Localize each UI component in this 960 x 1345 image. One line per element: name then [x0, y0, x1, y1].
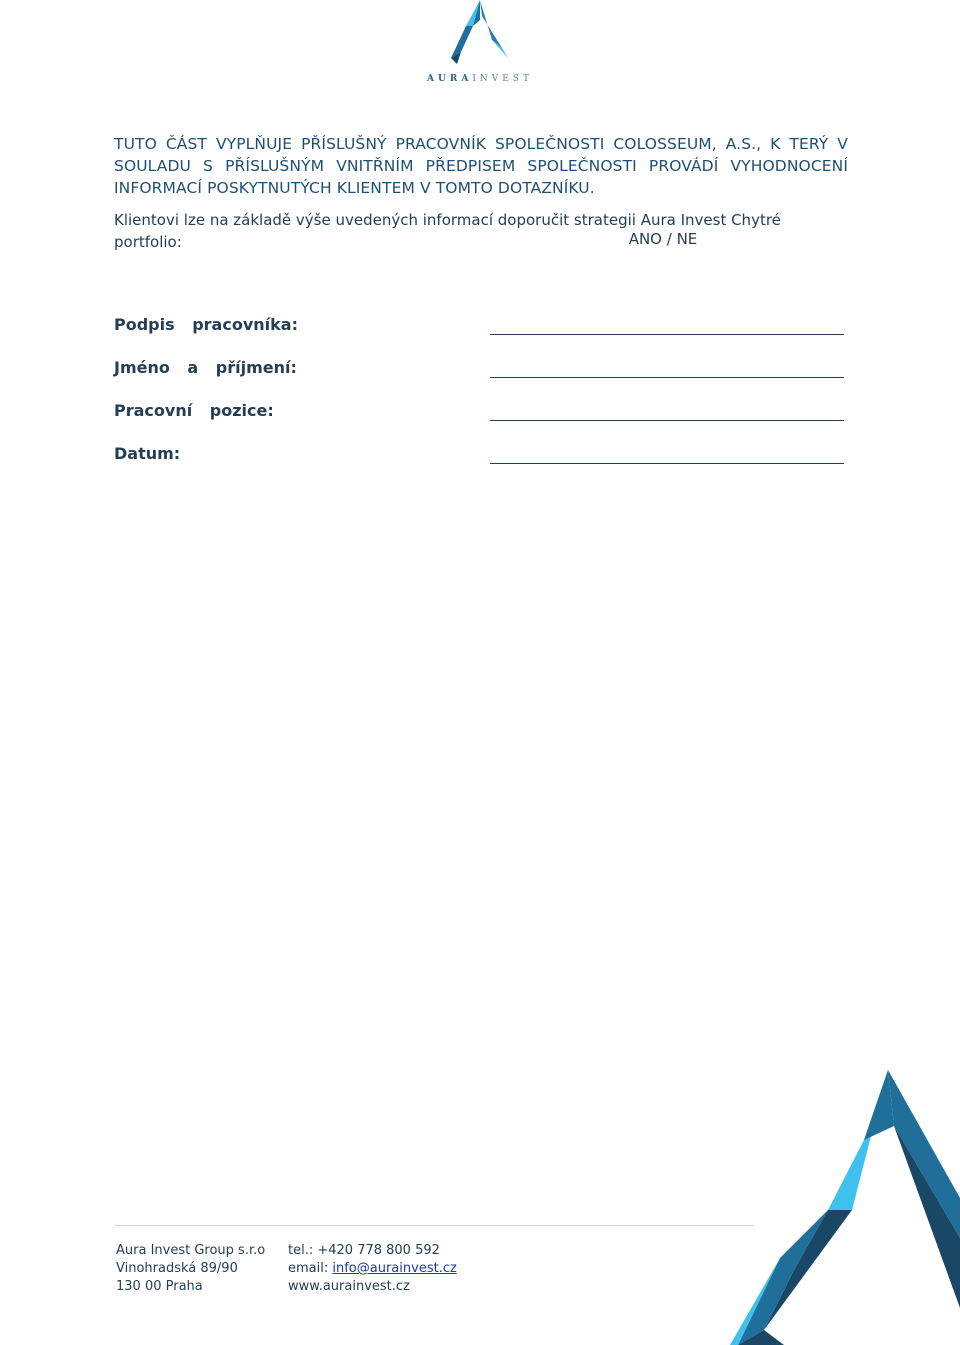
signature-row — [114, 315, 848, 339]
footer-company: Aura Invest Group s.r.o — [116, 1243, 266, 1258]
section-heading: TUTO ČÁST VYPLŇUJE PŘÍSLUŠNÝ PRACOVNÍK SPOLEČNOSTI COLOSSEUM, A.S., K TERÝ V SOULADU S PŘÍSLUŠNÝM VNITŘNÍM PŘEDPISEM SPOLEČNOSTI PROVÁDÍ VYHODNOCENÍ INFORMACÍ POSKYTNUTÝCH KLIENTEM V TOMTO DOTAZNÍKU. — [114, 135, 848, 197]
footer-email-link[interactable]: info@aurainvest.cz — [332, 1261, 457, 1276]
date-row — [114, 444, 848, 468]
footer-email-row — [288, 1260, 457, 1278]
signature-field-line[interactable] — [490, 334, 844, 335]
signature-label: Podpis pracovníka: — [114, 315, 298, 334]
name-row — [114, 358, 848, 382]
position-row — [114, 401, 848, 425]
decorative-triangle-icon — [724, 1070, 960, 1345]
recommendation-question: Klientovi lze na základě výše uvedených informací doporučit strategii Aura Invest Chytré portfolio: — [114, 211, 781, 251]
footer-divider — [114, 1225, 754, 1226]
company-logo — [420, 0, 540, 92]
footer-email-label: email: — [288, 1261, 333, 1276]
aura-triangle-icon — [446, 0, 514, 64]
footer-address — [116, 1242, 265, 1296]
footer-street: Vinohradská 89/90 — [116, 1261, 238, 1276]
footer-contact — [288, 1242, 457, 1296]
logo-wordmark — [420, 74, 540, 84]
name-label: Jméno a příjmení: — [114, 358, 297, 377]
footer-web: www.aurainvest.cz — [288, 1279, 410, 1294]
name-field-line[interactable] — [490, 377, 844, 378]
date-label: Datum: — [114, 444, 181, 463]
position-field-line[interactable] — [490, 420, 844, 421]
logo-wordmark-bold: AURA — [427, 74, 473, 84]
footer-phone: tel.: +420 778 800 592 — [288, 1243, 440, 1258]
footer-city: 130 00 Praha — [116, 1279, 203, 1294]
date-field-line[interactable] — [490, 463, 844, 464]
logo-wordmark-light: INVEST — [472, 74, 533, 84]
position-label: Pracovní pozice: — [114, 401, 274, 420]
recommendation-answer: ANO / NE — [628, 230, 698, 248]
